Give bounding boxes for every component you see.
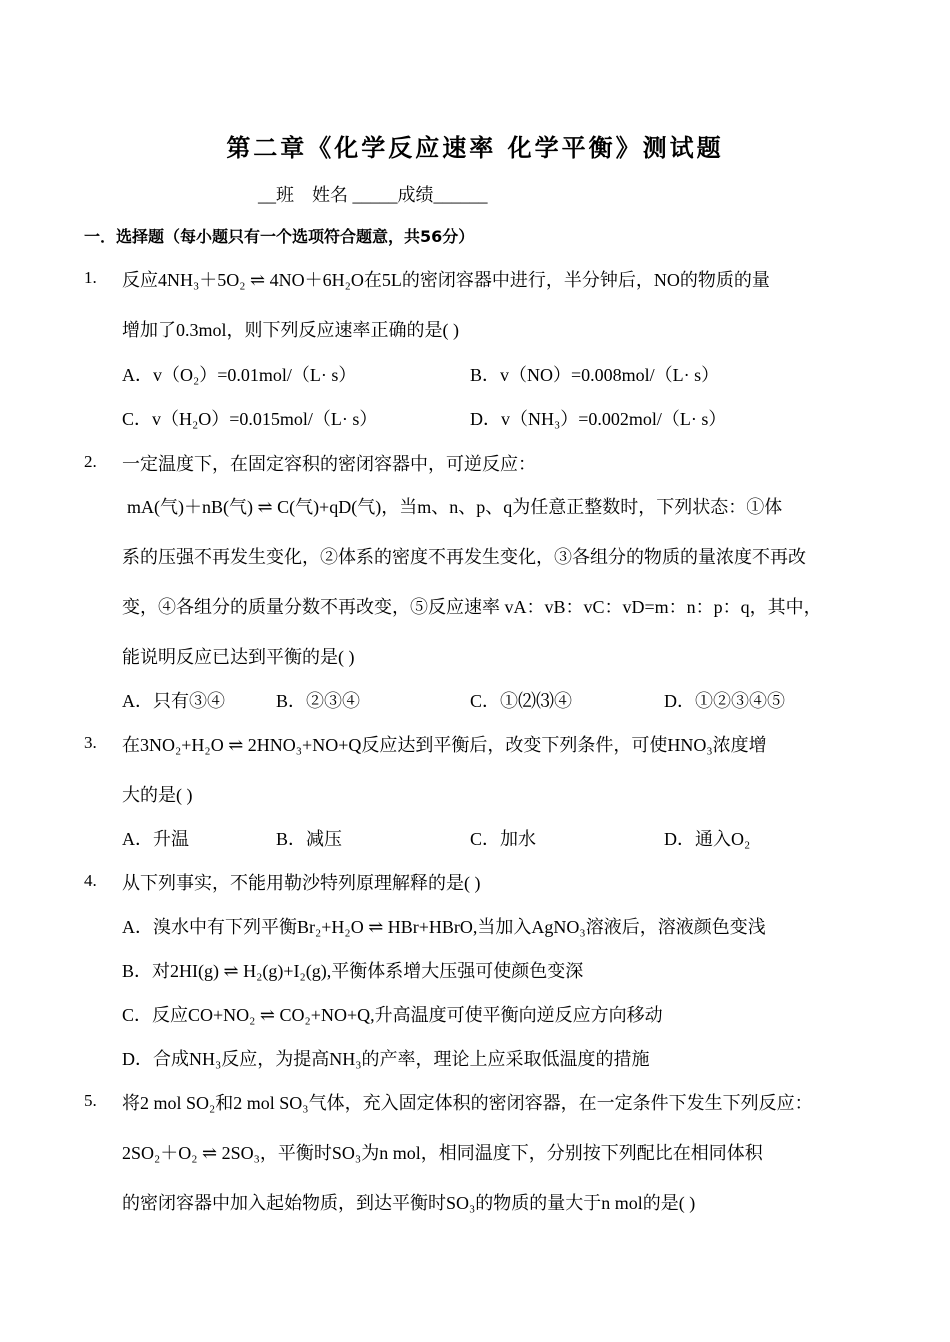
question-3-option-d: D．通入O₂ bbox=[664, 829, 751, 849]
question-3-line-1: 在3NO₂+H₂O ⇌ 2HNO₃+NO+Q反应达到平衡后，改变下列条件，可使HNO₃浓度增 bbox=[122, 735, 767, 755]
question-3-option-a: A．升温 bbox=[122, 829, 189, 849]
question-number-4: 4. bbox=[84, 871, 97, 890]
question-1-line-2: 增加了0.3mol，则下列反应速率正确的是( ) bbox=[122, 320, 459, 340]
question-2-line-3: 系的压强不再发生变化，②体系的密度不再发生变化，③各组分的物质的量浓度不再改 bbox=[122, 547, 806, 567]
question-2-line-4: 变，④各组分的质量分数不再改变，⑤反应速率 vA：vB：vC：vD=m：n：p：q，其中， bbox=[122, 597, 822, 617]
question-2-line-1: 一定温度下，在固定容积的密闭容器中，可逆反应： bbox=[122, 454, 536, 474]
question-number-1: 1. bbox=[84, 268, 97, 287]
question-1-line-1: 反应4NH₃＋5O₂ ⇌ 4NO＋6H₂O在5L的密闭容器中进行，半分钟后，NO的物质的量 bbox=[122, 270, 770, 290]
question-2-line-2: mA(气)＋nB(气) ⇌ C(气)+qD(气)，当m、n、p、q为任意正整数时，下列状态：①体 bbox=[127, 497, 783, 517]
question-1-option-d: D．v（NH₃）=0.002mol/（L· s） bbox=[470, 409, 727, 429]
question-4-option-c: C．反应CO+NO₂ ⇌ CO₂+NO+Q,升高温度可使平衡向逆反应方向移动 bbox=[122, 1005, 663, 1025]
question-number-2: 2. bbox=[84, 452, 97, 471]
question-2-option-c: C．①⑵⑶④ bbox=[470, 691, 573, 711]
question-5-line-3: 的密闭容器中加入起始物质，到达平衡时SO₃的物质的量大于n mol的是( ) bbox=[122, 1193, 696, 1213]
question-1-option-a: A．v（O₂）=0.01mol/（L· s） bbox=[122, 365, 357, 385]
question-number-5: 5. bbox=[84, 1091, 97, 1110]
question-2-option-b: B．②③④ bbox=[276, 691, 361, 711]
section-heading: 一．选择题（每小题只有一个选项符合题意，共56分） bbox=[84, 227, 475, 246]
question-5-line-2: 2SO₂＋O₂ ⇌ 2SO₃，平衡时SO₃为n mol，相同温度下，分别按下列配比在相同体积 bbox=[122, 1143, 763, 1163]
question-3-line-2: 大的是( ) bbox=[122, 785, 193, 805]
page-title: 第二章《化学反应速率 化学平衡》测试题 bbox=[226, 133, 724, 162]
question-4-option-a: A．溴水中有下列平衡Br₂+H₂O ⇌ HBr+HBrO,当加入AgNO₃溶液后，溶液颜色变浅 bbox=[122, 917, 766, 937]
question-4-option-d: D．合成NH₃反应，为提高NH₃的产率，理论上应采取低温度的措施 bbox=[122, 1049, 650, 1069]
question-1-option-b: B．v（NO）=0.008mol/（L· s） bbox=[470, 365, 720, 385]
question-1-option-c: C．v（H₂O）=0.015mol/（L· s） bbox=[122, 409, 378, 429]
question-2-option-a: A．只有③④ bbox=[122, 691, 225, 711]
question-2-option-d: D．①②③④⑤ bbox=[664, 691, 785, 711]
question-4-line-1: 从下列事实，不能用勒沙特列原理解释的是( ) bbox=[122, 873, 481, 893]
question-3-option-b: B．减压 bbox=[276, 829, 343, 849]
question-3-option-c: C．加水 bbox=[470, 829, 537, 849]
question-4-option-b: B．对2HI(g) ⇌ H₂(g)+I₂(g),平衡体系增大压强可使颜色变深 bbox=[122, 961, 584, 981]
question-2-line-5: 能说明反应已达到平衡的是( ) bbox=[122, 647, 355, 667]
question-number-3: 3. bbox=[84, 733, 97, 752]
question-5-line-1: 将2 mol SO₂和2 mol SO₃气体，充入固定体积的密闭容器，在一定条件下发生下列反应： bbox=[122, 1093, 813, 1113]
student-info-line: __班 姓名 _____成绩______ bbox=[258, 185, 488, 205]
